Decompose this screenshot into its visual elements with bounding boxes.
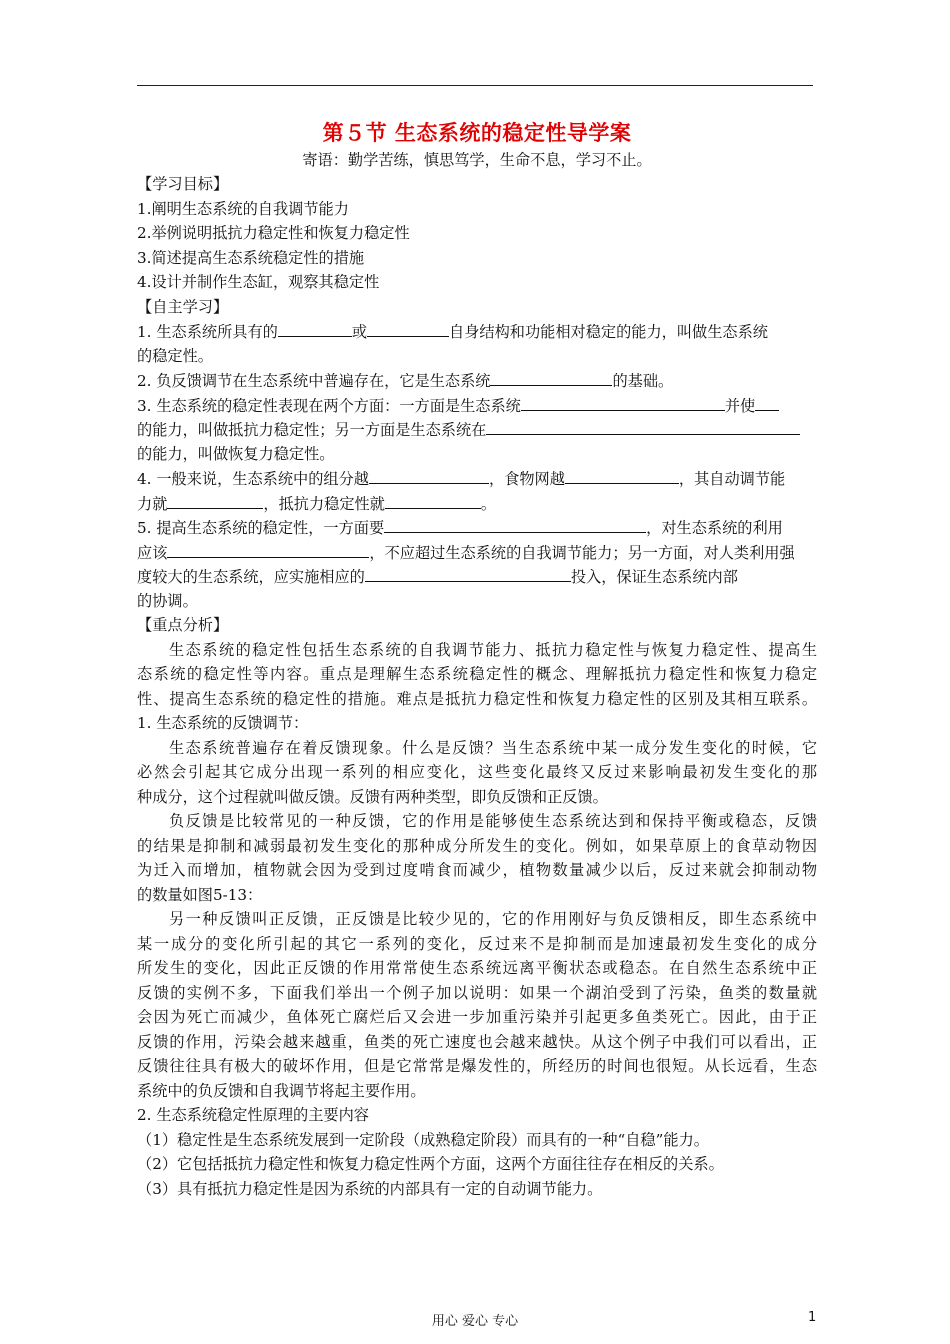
goal-item: 4.设计并制作生态缸，观察其稳定性 xyxy=(137,273,380,291)
paragraph-line: 生态系统的稳定性包括生态系统的自我调节能力、抵抗力稳定性与恢复力稳定性、提高生 xyxy=(169,640,817,659)
paragraph-line: 会因为死亡而减少，鱼体死亡腐烂后又会进一步加重污染并引起更多鱼类死亡。因此，由于正 xyxy=(137,1008,817,1026)
paragraph-line: 必然会引起其它成分出现一系列的相应变化，这些变化最终又反过来影响最初发生变化的那 xyxy=(137,763,817,781)
section-heading-self-study: 【自主学习】 xyxy=(137,297,229,316)
paragraph-line: 系统中的负反馈和自我调节将起主要作用。 xyxy=(137,1081,426,1100)
paragraph-line: 为迁入而增加，植物就会因为受到过度啃食而减少，植物数量减少以后，反过来就会抑制动物 xyxy=(137,861,817,879)
question-5: 5. 提高生态系统的稳定性，一方面要 ，对生态系统的利用 xyxy=(137,515,817,540)
question-1-cont: 的稳定性。 xyxy=(137,346,213,365)
paragraph-line: 另一种反馈叫正反馈，正反馈是比较少见的，它的作用刚好与负反馈相反，即生态系统中 xyxy=(169,910,817,928)
question-1: 1. 生态系统所具有的 或 自身结构和功能相对稳定的能力，叫做生态系统 xyxy=(137,319,817,344)
paragraph-line: 某一成分的变化所引起的其它一系列的变化，反过来不是抑制而是加速最初发生变化的成分 xyxy=(137,934,817,953)
header-rule xyxy=(137,85,813,86)
fill-blank[interactable] xyxy=(365,564,571,582)
paragraph-line: 所发生的变化，因此正反馈的作用常常使生态系统远离平衡状态或稳态。在自然生态系统中正 xyxy=(137,959,817,977)
page-number: 1 xyxy=(808,1310,817,1325)
fill-blank[interactable] xyxy=(490,368,612,386)
section-heading-key-analysis: 【重点分析】 xyxy=(137,616,229,634)
document-title: 第５节 生态系统的稳定性导学案 xyxy=(322,120,632,145)
principle-item: （1）稳定性是生态系统发展到一定阶段（成熟稳定阶段）而具有的一种“自稳”能力。 xyxy=(137,1130,709,1149)
footer-motto: 用心 爱心 专心 xyxy=(431,1314,519,1329)
subheading-principles: 2. 生态系统稳定性原理的主要内容 xyxy=(137,1106,369,1124)
subheading-feedback: 1. 生态系统的反馈调节： xyxy=(137,714,309,732)
motto: 寄语：勤学苦练，慎思笃学，生命不息，学习不止。 xyxy=(302,151,652,169)
goal-item: 1.阐明生态系统的自我调节能力 xyxy=(137,199,349,218)
question-4: 4. 一般来说，生态系统中的组分越 ，食物网越 ，其自动调节能 xyxy=(137,466,817,491)
question-5-end: 的协调。 xyxy=(137,591,198,610)
question-3-cont: 的能力，叫做抵抗力稳定性；另一方面是生态系统在 xyxy=(137,417,817,442)
fill-blank[interactable] xyxy=(521,393,725,411)
paragraph-line: 负反馈是比较常见的一种反馈，它的作用是能够使生态系统达到和保持平衡或稳态，反馈 xyxy=(169,812,817,830)
paragraph-line: 的数量如图5-13： xyxy=(137,885,263,904)
paragraph-line: 反馈的作用，污染会越来越重，鱼类的死亡速度也会越来越快。从这个例子中我们可以看出，正 xyxy=(137,1032,817,1051)
fill-blank[interactable] xyxy=(167,491,263,509)
question-5-cont: 度较大的生态系统，应实施相应的 投入，保证生态系统内部 xyxy=(137,564,817,589)
paragraph-line: 反馈往往具有极大的破坏作用，但是它常常是爆发性的，所经历的时间也很短。从长远看，生态 xyxy=(137,1057,817,1075)
paragraph-line: 态系统的稳定性等内容。重点是理解生态系统稳定性的概念、理解抵抗力稳定性和恢复力稳定 xyxy=(137,665,817,683)
fill-blank[interactable] xyxy=(278,319,352,337)
paragraph-line: 种成分，这个过程就叫做反馈。反馈有两种类型，即负反馈和正反馈。 xyxy=(137,787,608,806)
paragraph-line: 反馈的实例不多，下面我们举出一个例子加以说明：如果一个湖泊受到了污染，鱼类的数量就 xyxy=(137,983,817,1002)
paragraph-line: 生态系统普遍存在着反馈现象。什么是反馈？当生态系统中某一成分发生变化的时候，它 xyxy=(169,738,817,757)
fill-blank[interactable] xyxy=(486,417,800,435)
fill-blank[interactable] xyxy=(385,491,481,509)
fill-blank[interactable] xyxy=(384,515,646,533)
question-3: 3. 生态系统的稳定性表现在两个方面：一方面是生态系统 并使 xyxy=(137,393,817,418)
question-4-cont: 力就 ，抵抗力稳定性就 。 xyxy=(137,491,817,516)
goal-item: 3.简述提高生态系统稳定性的措施 xyxy=(137,248,365,267)
paragraph-line: 性、提高生态系统的稳定性的措施。难点是抵抗力稳定性和恢复力稳定性的区别及其相互联系。 xyxy=(137,689,817,708)
principle-item: （3）具有抵抗力稳定性是因为系统的内部具有一定的自动调节能力。 xyxy=(137,1179,603,1198)
fill-blank[interactable] xyxy=(167,540,369,558)
section-heading-goals: 【学习目标】 xyxy=(137,175,229,193)
question-2: 2. 负反馈调节在生态系统中普遍存在，它是生态系统 的基础。 xyxy=(137,368,817,393)
fill-blank[interactable] xyxy=(755,393,779,411)
question-5-cont: 应该 ，不应超过生态系统的自我调节能力；另一方面，对人类利用强 xyxy=(137,540,817,565)
fill-blank[interactable] xyxy=(367,319,449,337)
principle-item: （2）它包括抵抗力稳定性和恢复力稳定性两个方面，这两个方面往往存在相反的关系。 xyxy=(137,1155,724,1173)
goal-item: 2.举例说明抵抗力稳定性和恢复力稳定性 xyxy=(137,224,410,242)
document-body xyxy=(137,118,817,1201)
fill-blank[interactable] xyxy=(565,466,679,484)
paragraph-line: 的结果是抑制和减弱最初发生变化的那种成分所发生的变化。例如，如果草原上的食草动物因 xyxy=(137,836,817,855)
fill-blank[interactable] xyxy=(369,466,489,484)
question-3-end: 的能力，叫做恢复力稳定性。 xyxy=(137,444,335,463)
